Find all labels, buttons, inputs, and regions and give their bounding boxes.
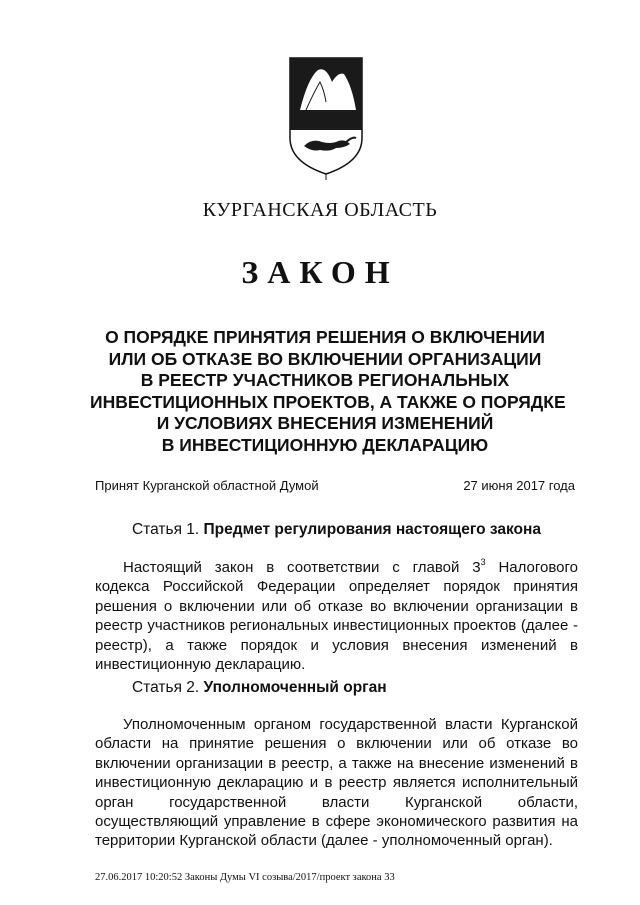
adopted-by: Принят Курганской областной Думой — [95, 478, 319, 493]
article-2-heading — [132, 679, 387, 697]
law-title — [90, 327, 566, 457]
law-title-line: ИЛИ ОБ ОТКАЗЕ ВО ВКЛЮЧЕНИИ ОРГАНИЗАЦИИ — [108, 348, 542, 369]
article-2-title: Уполномоченный орган — [203, 679, 387, 696]
paragraph-line — [95, 558, 578, 577]
paragraph-line-text: Налогового — [485, 559, 578, 576]
paragraph-line: кодекса Российской Федерации определяет порядок принятия — [95, 578, 578, 596]
paragraph-line: реестр участников региональных инвестиционных проектов (далее - — [95, 617, 578, 635]
paragraph-line-text: Настоящий закон в соответствии с главой 3 — [123, 559, 481, 576]
paragraph-line: реестр), а также порядок и условия внесения изменений в — [95, 636, 578, 654]
paragraph-line: осуществляющий управление в сфере экономического развития на — [95, 813, 578, 831]
paragraph-line: территории Курганской области (далее - уполномоченный орган). — [95, 832, 553, 850]
region-name: КУРГАНСКАЯ ОБЛАСТЬ — [202, 199, 438, 221]
article-2-number: Статья 2. — [132, 679, 200, 696]
article-1-heading — [132, 521, 541, 539]
law-title-line: В РЕЕСТР УЧАСТНИКОВ РЕГИОНАЛЬНЫХ — [140, 370, 510, 391]
article-2-paragraph — [95, 715, 578, 851]
coat-of-arms-emblem — [286, 52, 366, 182]
article-1-number: Статья 1. — [132, 521, 200, 538]
paragraph-line: решения о включении или об отказе во включении организации в — [95, 597, 578, 615]
adoption-date: 27 июня 2017 года — [463, 478, 575, 493]
paragraph-line: инвестиционную декларацию. — [95, 656, 306, 674]
law-title-line: О ПОРЯДКЕ ПРИНЯТИЯ РЕШЕНИЯ О ВКЛЮЧЕНИИ — [105, 327, 545, 347]
paragraph-line: области на принятие решения о включении или об отказе во — [95, 735, 578, 753]
document-type-heading: ЗАКОН — [241, 254, 399, 290]
document-footer: 27.06.2017 10:20:52 Законы Думы VI созыва/2017/проект закона 33 — [95, 872, 395, 883]
law-title-line: В ИНВЕСТИЦИОННУЮ ДЕКЛАРАЦИЮ — [161, 434, 489, 455]
article-1-paragraph — [95, 558, 578, 674]
paragraph-line: орган государственной власти Курганской области, — [95, 793, 578, 811]
law-title-line: И УСЛОВИЯХ ВНЕСЕНИЯ ИЗМЕНЕНИЙ — [156, 413, 494, 434]
chapter-superscript: 3 — [480, 558, 486, 567]
article-1-title: Предмет регулирования настоящего закона — [203, 521, 541, 538]
paragraph-line: включении организации в реестр, а также на внесение изменений в — [95, 754, 578, 772]
law-title-line: ИНВЕСТИЦИОННЫХ ПРОЕКТОВ, А ТАКЖЕ О ПОРЯДКЕ — [90, 391, 566, 412]
paragraph-line: Уполномоченным органом государственной власти Курганской — [123, 716, 578, 733]
paragraph-line: инвестиционную декларацию и в реестр является исполнительный — [95, 774, 578, 792]
